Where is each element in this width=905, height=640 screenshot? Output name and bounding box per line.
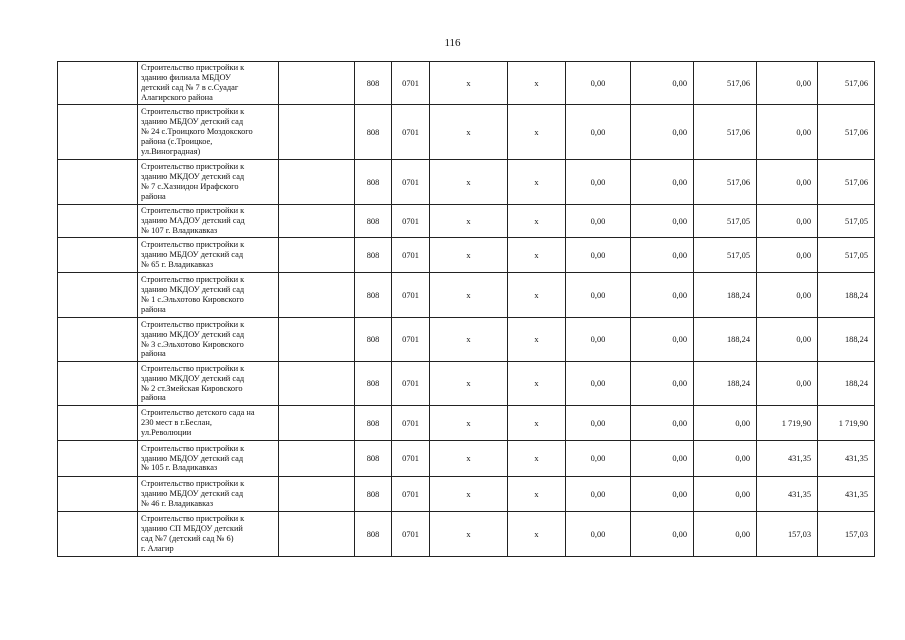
value-3-cell: 517,06	[694, 160, 757, 205]
value-3-cell: 517,05	[694, 205, 757, 238]
object-name-cell: Строительство пристройки к зданию МАДОУ детский сад № 107 г. Владикавказ	[138, 205, 279, 238]
cs-cell: х	[430, 62, 508, 105]
value-2-cell: 0,00	[631, 238, 694, 273]
empty-cell	[279, 273, 355, 318]
empty-cell	[279, 318, 355, 362]
value-2-cell: 0,00	[631, 362, 694, 406]
empty-cell	[279, 477, 355, 512]
empty-cell	[279, 160, 355, 205]
total-cell: 517,05	[818, 238, 875, 273]
value-1-cell: 0,00	[566, 105, 631, 160]
table-row	[58, 160, 875, 205]
value-2-cell: 0,00	[631, 205, 694, 238]
value-4-cell: 0,00	[757, 205, 818, 238]
ved-cell: 808	[355, 441, 392, 477]
vr-cell: х	[508, 512, 566, 557]
table-row	[58, 512, 875, 557]
table-row	[58, 205, 875, 238]
value-3-cell: 517,06	[694, 105, 757, 160]
ved-cell: 808	[355, 205, 392, 238]
empty-cell	[279, 62, 355, 105]
object-name-cell: Строительство пристройки к зданию МБДОУ детский сад № 65 г. Владикавказ	[138, 238, 279, 273]
ved-cell: 808	[355, 512, 392, 557]
value-1-cell: 0,00	[566, 238, 631, 273]
value-2-cell: 0,00	[631, 441, 694, 477]
vr-cell: х	[508, 105, 566, 160]
total-cell: 188,24	[818, 318, 875, 362]
rzpr-cell: 0701	[392, 406, 430, 441]
empty-cell	[279, 238, 355, 273]
empty-cell	[279, 406, 355, 441]
value-1-cell: 0,00	[566, 160, 631, 205]
rzpr-cell: 0701	[392, 362, 430, 406]
value-3-cell: 188,24	[694, 318, 757, 362]
value-3-cell: 0,00	[694, 441, 757, 477]
indent-cell	[58, 362, 138, 406]
vr-cell: х	[508, 406, 566, 441]
object-name-cell: Строительство пристройки к зданию МБДОУ детский сад № 46 г. Владикавказ	[138, 477, 279, 512]
total-cell: 517,06	[818, 160, 875, 205]
rzpr-cell: 0701	[392, 160, 430, 205]
indent-cell	[58, 441, 138, 477]
table-row	[58, 238, 875, 273]
ved-cell: 808	[355, 362, 392, 406]
value-4-cell: 0,00	[757, 318, 818, 362]
vr-cell: х	[508, 318, 566, 362]
indent-cell	[58, 205, 138, 238]
ved-cell: 808	[355, 318, 392, 362]
cs-cell: х	[430, 512, 508, 557]
vr-cell: х	[508, 273, 566, 318]
value-2-cell: 0,00	[631, 105, 694, 160]
table-row	[58, 273, 875, 318]
ved-cell: 808	[355, 273, 392, 318]
total-cell: 188,24	[818, 273, 875, 318]
object-name-cell: Строительство пристройки к зданию МКДОУ детский сад № 7 с.Хазнидон Ирафского района	[138, 160, 279, 205]
total-cell: 517,06	[818, 105, 875, 160]
page-number: 116	[444, 37, 461, 49]
ved-cell: 808	[355, 160, 392, 205]
total-cell: 188,24	[818, 362, 875, 406]
table-row	[58, 105, 875, 160]
cs-cell: х	[430, 477, 508, 512]
table-row	[58, 362, 875, 406]
value-1-cell: 0,00	[566, 477, 631, 512]
value-4-cell: 0,00	[757, 160, 818, 205]
value-4-cell: 0,00	[757, 273, 818, 318]
object-name-cell: Строительство детского сада на 230 мест в г.Беслан, ул.Революции	[138, 406, 279, 441]
value-1-cell: 0,00	[566, 273, 631, 318]
cs-cell: х	[430, 362, 508, 406]
object-name-cell: Строительство пристройки к зданию МКДОУ детский сад № 2 ст.Змейская Кировского района	[138, 362, 279, 406]
rzpr-cell: 0701	[392, 62, 430, 105]
cs-cell: х	[430, 273, 508, 318]
value-3-cell: 0,00	[694, 406, 757, 441]
vr-cell: х	[508, 205, 566, 238]
vr-cell: х	[508, 477, 566, 512]
empty-cell	[279, 105, 355, 160]
rzpr-cell: 0701	[392, 477, 430, 512]
ved-cell: 808	[355, 238, 392, 273]
indent-cell	[58, 318, 138, 362]
indent-cell	[58, 512, 138, 557]
cs-cell: х	[430, 406, 508, 441]
vr-cell: х	[508, 238, 566, 273]
value-2-cell: 0,00	[631, 477, 694, 512]
empty-cell	[279, 205, 355, 238]
ved-cell: 808	[355, 477, 392, 512]
value-1-cell: 0,00	[566, 318, 631, 362]
table-row	[58, 441, 875, 477]
cs-cell: х	[430, 105, 508, 160]
value-4-cell: 0,00	[757, 105, 818, 160]
value-3-cell: 0,00	[694, 512, 757, 557]
total-cell: 517,06	[818, 62, 875, 105]
vr-cell: х	[508, 62, 566, 105]
table-row	[58, 477, 875, 512]
rzpr-cell: 0701	[392, 238, 430, 273]
indent-cell	[58, 406, 138, 441]
value-1-cell: 0,00	[566, 362, 631, 406]
value-3-cell: 517,05	[694, 238, 757, 273]
value-1-cell: 0,00	[566, 406, 631, 441]
value-4-cell: 0,00	[757, 362, 818, 406]
total-cell: 157,03	[818, 512, 875, 557]
cs-cell: х	[430, 160, 508, 205]
value-2-cell: 0,00	[631, 406, 694, 441]
ved-cell: 808	[355, 406, 392, 441]
value-4-cell: 431,35	[757, 441, 818, 477]
value-1-cell: 0,00	[566, 512, 631, 557]
object-name-cell: Строительство пристройки к зданию МБДОУ детский сад № 105 г. Владикавказ	[138, 441, 279, 477]
total-cell: 1 719,90	[818, 406, 875, 441]
rzpr-cell: 0701	[392, 318, 430, 362]
indent-cell	[58, 273, 138, 318]
empty-cell	[279, 362, 355, 406]
value-4-cell: 157,03	[757, 512, 818, 557]
indent-cell	[58, 105, 138, 160]
indent-cell	[58, 477, 138, 512]
budget-table	[57, 61, 875, 557]
indent-cell	[58, 160, 138, 205]
ved-cell: 808	[355, 62, 392, 105]
total-cell: 431,35	[818, 441, 875, 477]
value-2-cell: 0,00	[631, 512, 694, 557]
value-3-cell: 0,00	[694, 477, 757, 512]
object-name-cell: Строительство пристройки к зданию СП МБДОУ детский сад №7 (детский сад № 6) г. Алагир	[138, 512, 279, 557]
value-2-cell: 0,00	[631, 318, 694, 362]
value-2-cell: 0,00	[631, 62, 694, 105]
value-2-cell: 0,00	[631, 160, 694, 205]
object-name-cell: Строительство пристройки к зданию МКДОУ детский сад № 1 с.Эльхотово Кировского района	[138, 273, 279, 318]
table-row	[58, 406, 875, 441]
indent-cell	[58, 238, 138, 273]
table-body	[58, 62, 875, 557]
table-row	[58, 318, 875, 362]
value-4-cell: 431,35	[757, 477, 818, 512]
total-cell: 517,05	[818, 205, 875, 238]
value-4-cell: 0,00	[757, 238, 818, 273]
indent-cell	[58, 62, 138, 105]
value-1-cell: 0,00	[566, 205, 631, 238]
object-name-cell: Строительство пристройки к зданию МБДОУ детский сад № 24 с.Троицкого Моздокского района (с.Троицкое, ул.Виноградная)	[138, 105, 279, 160]
table-row	[58, 62, 875, 105]
value-4-cell: 1 719,90	[757, 406, 818, 441]
cs-cell: х	[430, 238, 508, 273]
value-1-cell: 0,00	[566, 441, 631, 477]
object-name-cell: Строительство пристройки к зданию МКДОУ детский сад № 3 с.Эльхотово Кировского района	[138, 318, 279, 362]
cs-cell: х	[430, 205, 508, 238]
rzpr-cell: 0701	[392, 512, 430, 557]
empty-cell	[279, 441, 355, 477]
vr-cell: х	[508, 160, 566, 205]
cs-cell: х	[430, 441, 508, 477]
object-name-cell: Строительство пристройки к зданию филиала МБДОУ детский сад № 7 в с.Суадаг Алагирского района	[138, 62, 279, 105]
value-2-cell: 0,00	[631, 273, 694, 318]
total-cell: 431,35	[818, 477, 875, 512]
ved-cell: 808	[355, 105, 392, 160]
value-3-cell: 188,24	[694, 362, 757, 406]
vr-cell: х	[508, 441, 566, 477]
value-4-cell: 0,00	[757, 62, 818, 105]
cs-cell: х	[430, 318, 508, 362]
vr-cell: х	[508, 362, 566, 406]
value-3-cell: 517,06	[694, 62, 757, 105]
value-1-cell: 0,00	[566, 62, 631, 105]
value-3-cell: 188,24	[694, 273, 757, 318]
rzpr-cell: 0701	[392, 105, 430, 160]
rzpr-cell: 0701	[392, 441, 430, 477]
empty-cell	[279, 512, 355, 557]
rzpr-cell: 0701	[392, 273, 430, 318]
rzpr-cell: 0701	[392, 205, 430, 238]
